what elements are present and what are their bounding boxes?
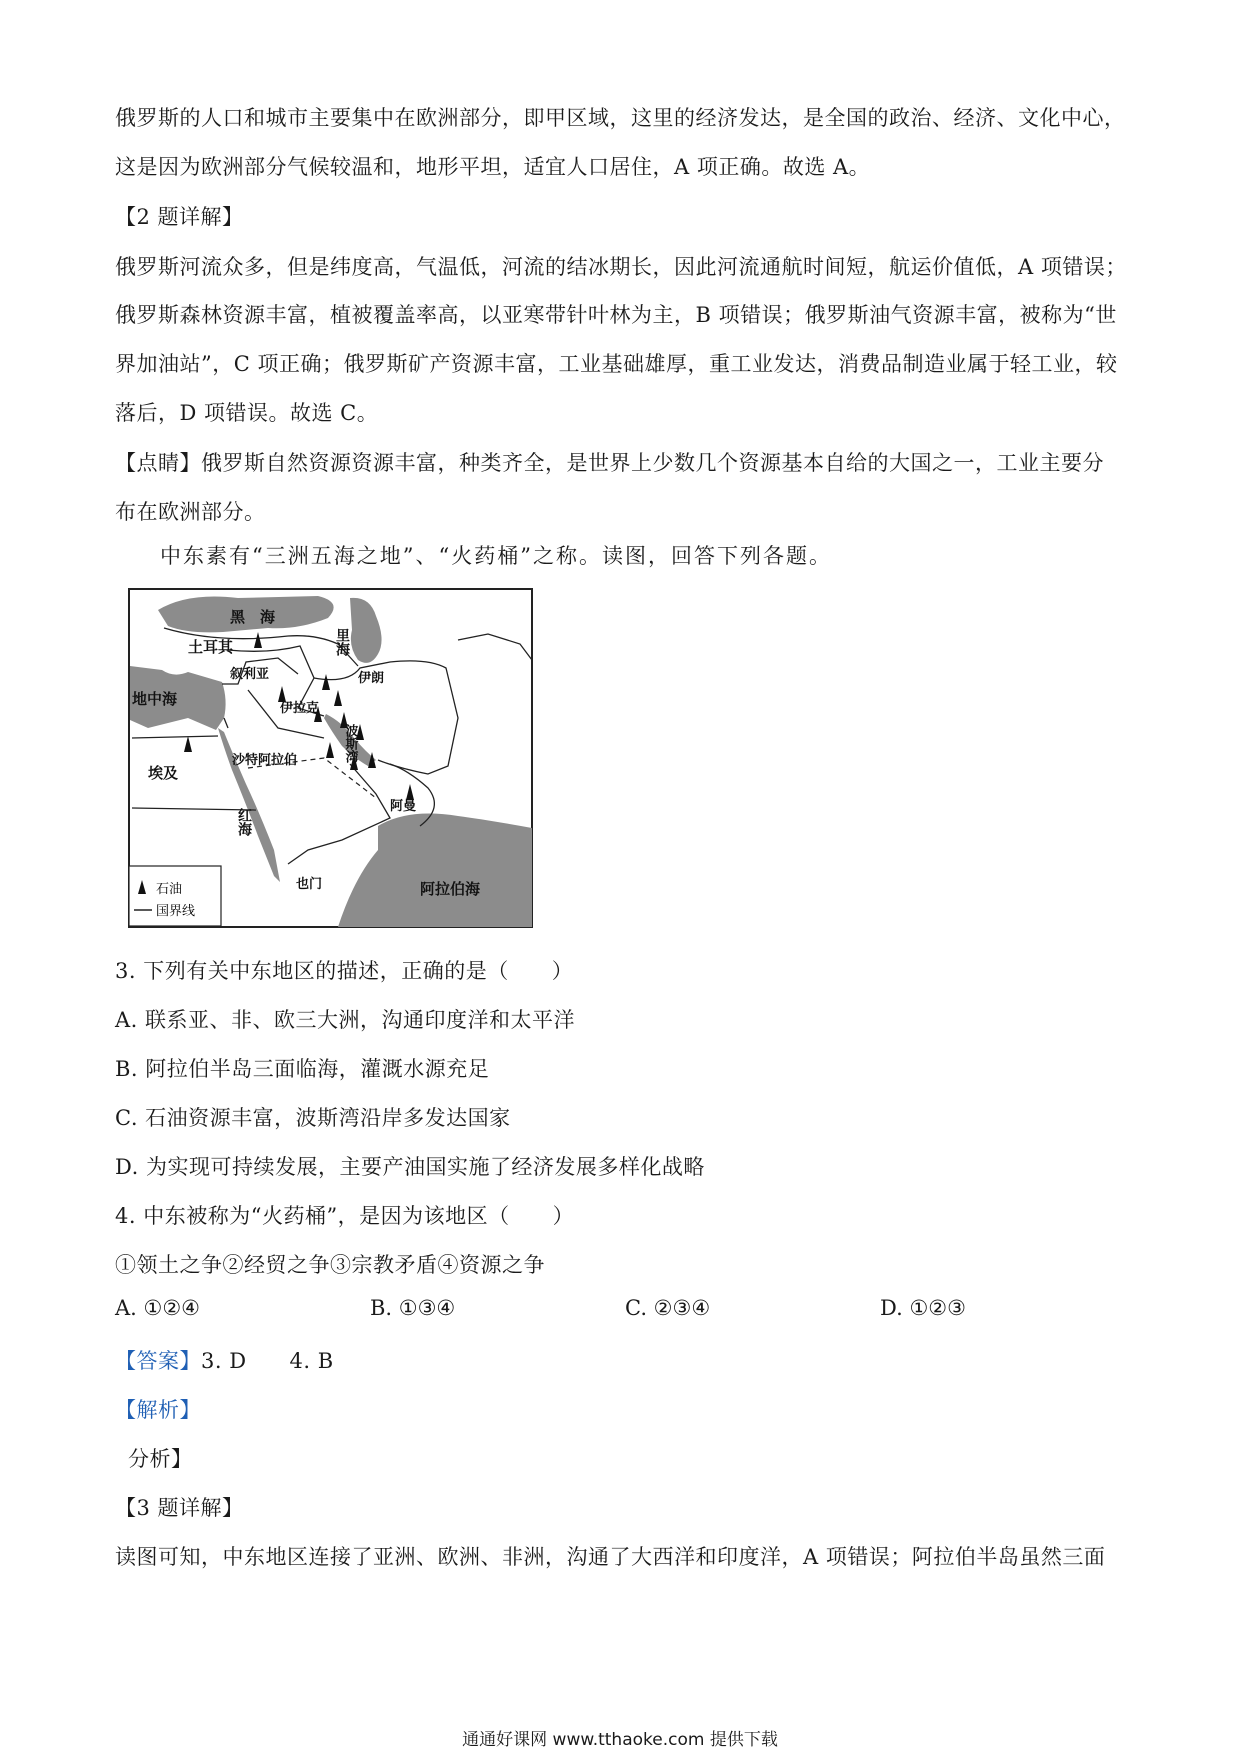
answer-label: 【答案】 bbox=[115, 1349, 201, 1373]
map-label-black-sea: 黑 海 bbox=[230, 608, 276, 626]
paragraph-line: 俄罗斯的人口和城市主要集中在欧洲部分，即甲区域，这里的经济发达，是全国的政治、经济、文化中心， bbox=[115, 106, 1126, 130]
question-intro: 中东素有“三洲五海之地”、“火药桶”之称。读图，回答下列各题。 bbox=[160, 544, 832, 568]
question-4-option-d: D. ①②③ bbox=[880, 1296, 966, 1320]
question-3-option-c: C. 石油资源丰富，波斯湾沿岸多发达国家 bbox=[115, 1106, 511, 1130]
map-label-turkey: 土耳其 bbox=[188, 638, 234, 656]
analysis-label: 【解析】 bbox=[115, 1398, 201, 1422]
map-label-oman: 阿曼 bbox=[390, 799, 417, 814]
middle-east-map bbox=[128, 588, 533, 928]
map-label-iraq: 伊拉克 bbox=[280, 701, 320, 716]
answer-line bbox=[115, 1345, 334, 1377]
map-label-saudi: 沙特阿拉伯 bbox=[232, 753, 298, 768]
question-4-items: ①领土之争②经贸之争③宗教矛盾④资源之争 bbox=[115, 1253, 545, 1277]
cyprus-shape bbox=[190, 697, 206, 703]
question-4-option-b: B. ①③④ bbox=[370, 1296, 456, 1320]
question-3-option-d: D. 为实现可持续发展，主要产油国实施了经济发展多样化战略 bbox=[115, 1155, 705, 1179]
analysis-sub: 分析】 bbox=[128, 1447, 193, 1471]
question-4-stem: 4. 中东被称为“火药桶”，是因为该地区（ ） bbox=[115, 1204, 575, 1228]
map-label-mediterranean: 地中海 bbox=[132, 690, 178, 708]
map-label-persian-gulf: 波斯湾 bbox=[342, 724, 358, 763]
question-3-option-b: B. 阿拉伯半岛三面临海，灌溉水源充足 bbox=[115, 1057, 490, 1081]
section-heading: 【2 题详解】 bbox=[115, 205, 244, 229]
paragraph-line: 布在欧洲部分。 bbox=[115, 500, 266, 524]
map-label-syria: 叙利亚 bbox=[230, 667, 270, 682]
paragraph-line: 读图可知，中东地区连接了亚洲、欧洲、非洲，沟通了大西洋和印度洋，A 项错误；阿拉伯半岛虽然三面 bbox=[115, 1545, 1106, 1569]
answer-text: 3. D 4. B bbox=[201, 1349, 334, 1373]
paragraph-line: 俄罗斯森林资源丰富，植被覆盖率高，以亚寒带针叶林为主，B 项错误；俄罗斯油气资源丰富，被称为“世 bbox=[115, 303, 1117, 327]
paragraph-line: 这是因为欧洲部分气候较温和，地形平坦，适宜人口居住，A 项正确。故选 A。 bbox=[115, 155, 871, 179]
map-label-egypt: 埃及 bbox=[148, 764, 179, 782]
question-4-option-c: C. ②③④ bbox=[625, 1296, 711, 1320]
map-legend bbox=[129, 866, 221, 926]
question-4-option-a: A. ①②④ bbox=[115, 1296, 200, 1320]
paragraph-line: 【点睛】俄罗斯自然资源资源丰富，种类齐全，是世界上少数几个资源基本自给的大国之一，工业主要分 bbox=[115, 451, 1104, 475]
question-3-option-a: A. 联系亚、非、欧三大洲，沟通印度洋和太平洋 bbox=[115, 1008, 576, 1032]
map-label-arabian-sea: 阿拉伯海 bbox=[420, 880, 481, 898]
map-label-yemen: 也门 bbox=[296, 877, 323, 892]
legend-oil-label: 石油 bbox=[156, 882, 183, 897]
legend-border-label: 国界线 bbox=[156, 904, 196, 919]
map-label-iran: 伊朗 bbox=[358, 671, 385, 686]
section-heading: 【3 题详解】 bbox=[115, 1496, 244, 1520]
footer-text: 通通好课网 www.tthaoke.com 提供下载 bbox=[462, 1730, 778, 1750]
map-label-red-sea: 红海 bbox=[236, 808, 252, 836]
map-label-caspian: 里海 bbox=[334, 628, 350, 656]
question-3-stem: 3. 下列有关中东地区的描述，正确的是（ ） bbox=[115, 959, 574, 983]
paragraph-line: 俄罗斯河流众多，但是纬度高，气温低，河流的结冰期长，因此河流通航时间短，航运价值低，A 项错误； bbox=[115, 255, 1127, 279]
paragraph-line: 落后，D 项错误。故选 C。 bbox=[115, 401, 379, 425]
paragraph-line: 界加油站”，C 项正确；俄罗斯矿产资源丰富，工业基础雄厚，重工业发达，消费品制造业属于轻工业，较 bbox=[115, 352, 1118, 376]
